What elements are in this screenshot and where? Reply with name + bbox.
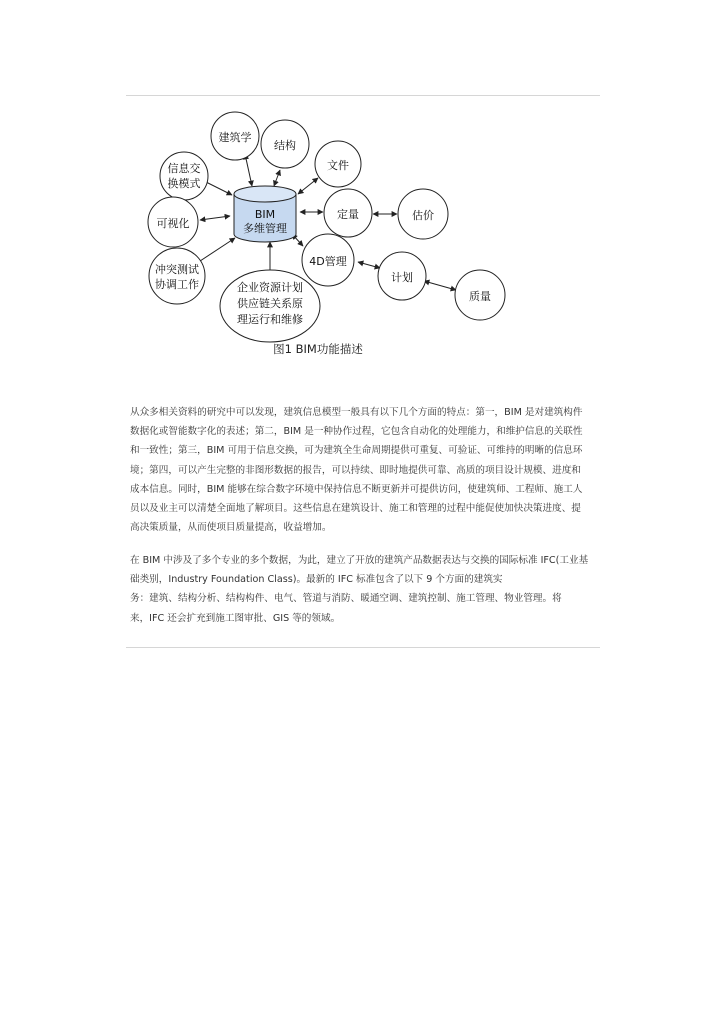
edge-structure (274, 170, 280, 186)
bim-function-diagram (140, 110, 540, 370)
paragraph-line: 在 BIM 中涉及了多个专业的多个数据，为此，建立了开放的建筑产品数据表达与交换的国际标准 IFC(工业基 (130, 555, 589, 566)
node-info-exchange (160, 152, 208, 200)
node-erp-label: 理运行和维修 (237, 313, 303, 326)
node-structure-label: 结构 (274, 139, 296, 152)
edge-visualization (200, 216, 230, 220)
bim-center-label: BIM (254, 208, 276, 221)
edge-planning (358, 262, 380, 268)
figure-caption: 图1 BIM功能描述 (273, 342, 363, 356)
node-files (315, 141, 361, 187)
bim-center-cylinder (234, 186, 296, 242)
paragraph-line: 员以及业主可以清楚全面地了解项目。这些信息在建筑设计、施工和管理的过程中能促使加快决策进度、提 (130, 503, 581, 515)
bottom-divider (126, 647, 600, 648)
node-info-exchange-label: 信息交 (167, 162, 201, 175)
node-structure (261, 120, 309, 168)
paragraph-ifc-standard (130, 551, 596, 628)
node-planning (378, 252, 426, 300)
paragraph-line: 成本信息。同时，BIM 能够在综合数字环境中保持信息不断更新并可提供访问，使建筑师、工程师、施工人 (130, 483, 583, 495)
node-quality-label: 质量 (469, 290, 491, 303)
node-visualization (148, 197, 198, 247)
edge-quality (424, 281, 456, 290)
paragraph-line: 和一致性；第三，BIM 可用于信息交换，可为建筑全生命周期提供可重复、可验证、可维持的明晰的信息环 (130, 445, 583, 457)
node-info-exchange-label: 换模式 (167, 177, 201, 190)
node-estimation (398, 189, 448, 239)
paragraph-line: 数据化或智能数字化的表述；第二，BIM 是一种协作过程，它包含自动化的处理能力，和维护信息的关联性 (130, 426, 583, 438)
node-planning-label: 计划 (391, 271, 413, 284)
node-quantification (324, 189, 372, 237)
paragraph-bim-characteristics (130, 403, 596, 537)
node-erp-label: 企业资源计划 (237, 281, 303, 294)
node-clash-testing (149, 248, 205, 304)
node-quantification-label: 定量 (337, 208, 359, 221)
node-files-label: 文件 (327, 159, 349, 172)
paragraph-line: 高决策质量，从而使项目质量提高，收益增加。 (130, 522, 332, 534)
paragraph-line: 境；第四，可以产生完整的非图形数据的报告，可以持续、即时地提供可靠、高质的项目设计规模、进度和 (130, 464, 581, 476)
node-clash-label: 协调工作 (155, 278, 199, 291)
paragraph-line: 础类别，Industry Foundation Class)。最新的 IFC 标准包含了以下 9 个方面的建筑实 (130, 574, 503, 586)
node-erp-label: 供应链关系原 (237, 297, 303, 310)
node-erp (220, 270, 320, 342)
node-estimation-label: 估价 (412, 209, 434, 222)
paragraph-line: 务：建筑、结构分析、结构构件、电气、管道与消防、暖通空调、建筑控制、施工管理、物业管理。将 (130, 593, 562, 605)
node-visualization-label: 可视化 (156, 217, 190, 230)
node-4d-management (302, 234, 354, 286)
node-architecture (211, 112, 259, 160)
node-architecture-label: 建筑学 (218, 131, 252, 144)
bim-center-label: 多维管理 (243, 222, 287, 235)
node-clash-label: 冲突测试 (155, 263, 199, 276)
paragraph-line: 从众多相关资料的研究中可以发现，建筑信息模型一般具有以下几个方面的特点：第一，BIM 是对建筑构件 (130, 407, 583, 418)
node-quality (455, 270, 505, 320)
top-divider (126, 95, 600, 96)
edge-architecture (245, 154, 252, 186)
edge-files (298, 178, 318, 194)
paragraph-line: 来，IFC 还会扩充到施工图审批、GIS 等的领域。 (130, 612, 341, 624)
node-4d-label: 4D管理 (309, 255, 347, 268)
